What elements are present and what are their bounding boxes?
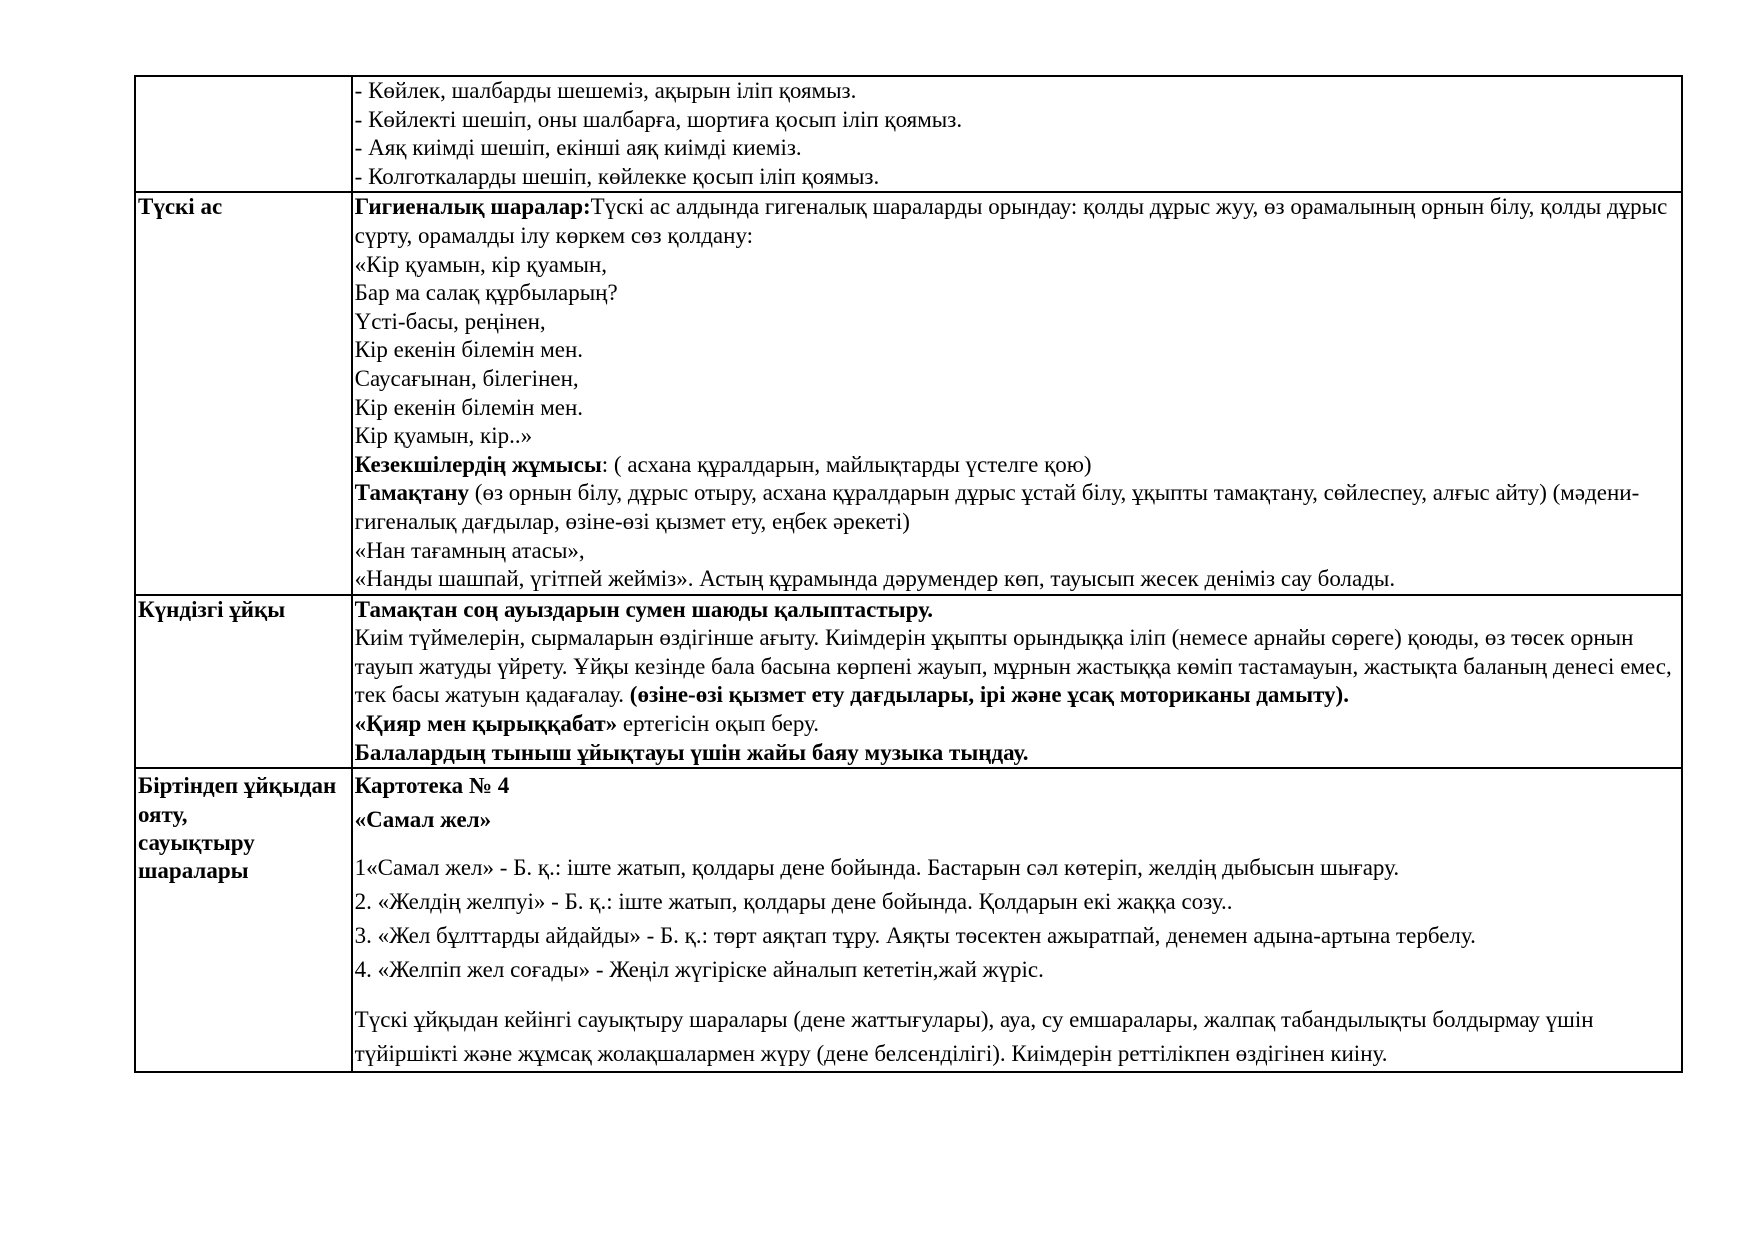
row-label-wakeup <box>135 768 352 1072</box>
dressing-line: - Көйлекті шешіп, оны шалбарға, шортиға қосып іліп қоямыз. <box>354 106 963 132</box>
poem-line: Саусағынан, білегінен, <box>354 365 579 391</box>
table-row-lunch <box>135 192 1682 594</box>
row-content-wakeup <box>352 768 1682 1072</box>
tale-paragraph <box>355 710 1677 739</box>
row-label-lunch: Түскі ас <box>135 192 352 594</box>
table-row-dressing <box>135 76 1682 192</box>
exercise-line: 1«Самал жел» - Б. қ.: іште жатып, қолдары дене бойында. Бастарын сәл көтеріп, желдің дыбысын шығару. <box>354 855 1400 881</box>
nap-bold-note: (өзіне-өзі қызмет ету дағдылары, ірі және ұсақ моториканы дамыту). <box>629 682 1349 708</box>
poem-line: Кір екенін білемін мен. <box>354 394 584 420</box>
exercise-line: 4. «Желпіп жел соғады» - Жеңіл жүгіріске айналып кететін,жай жүріс. <box>354 957 1044 983</box>
card-title: Картотека № 4 <box>354 773 510 799</box>
tale-title: «Қияр мен қырыққабат» <box>354 711 618 737</box>
row-content-lunch <box>352 192 1682 594</box>
nap-text: Киім түймелерін, сырмаларын өздігінше ағыту. Киімдерін ұқыпты орындыққа іліп (немесе арнайы сөреге) қоюды, өз төсек орнын тауып жатуды үйрету. Ұйқы кезінде бала басына көрпені жауып, мұрнын жастыққа көміп тастамауын, жастықта баланың денесі емес, тек басы жатуын қадағалау. <box>354 625 1672 708</box>
music-line: Балалардың тыныш ұйықтауы үшін жайы баяу музыка тыңдау. <box>354 739 1029 765</box>
exercise-line: 2. «Желдің желпуі» - Б. қ.: іште жатып, қолдары дене бойында. Қолдарын екі жаққа созу.. <box>354 889 1233 915</box>
row-label-dressing <box>135 76 352 192</box>
wakeup-label-line: Біртіндеп ұйқыдан <box>138 773 337 799</box>
closing-paragraph: Түскі ұйқыдан кейінгі сауықтыру шаралары (дене жаттығулары), ауа, су емшаралары, жалпақ табандылықты болдырмау үшін түйіршікті және жұмсақ жолақшалармен жүру (дене белсенділігі). Киімдерін реттілікпен өздігінен киіну. <box>354 1007 1594 1067</box>
dressing-line: - Көйлек, шалбарды шешеміз, ақырын іліп қоямыз. <box>354 78 857 103</box>
poem-line: Кір екенін білемін мен. <box>354 337 584 363</box>
eating-paragraph <box>355 479 1677 536</box>
duty-paragraph <box>355 451 1677 480</box>
poem-line: «Кір қуамын, кір қуамын, <box>354 251 608 277</box>
table-row-nap <box>135 595 1682 769</box>
duty-text: : ( асхана құралдарын, майлықтарды үстелге қою) <box>601 451 1092 477</box>
wakeup-label-line: шаралары <box>138 858 249 884</box>
row-content-dressing <box>352 76 1682 192</box>
bread-line: «Нанды шашпай, үгітпей жейміз». Астың құрамында дәрумендер көп, тауысып жесек деніміз сау болады. <box>354 566 1396 592</box>
hygiene-title: Гигиеналық шаралар: <box>354 194 591 220</box>
table-row-wakeup <box>135 768 1682 1072</box>
dressing-line: - Аяқ киімді шешіп, екінші аяқ киімді киеміз. <box>354 135 802 161</box>
bread-line: «Нан тағамның атасы», <box>354 537 585 563</box>
poem-line: Бар ма салақ құрбыларың? <box>354 280 618 306</box>
hygiene-paragraph <box>355 193 1677 250</box>
nap-paragraph <box>355 624 1677 710</box>
hygiene-text: Түскі ас алдында гигеналық шараларды орындау: қолды дұрыс жуу, өз орамалының орнын білу, қолды дұрыс сүрту, орамалды ілу көркем сөз қолдану: <box>354 194 1668 248</box>
duty-title: Кезекшілердің жұмысы <box>354 451 602 477</box>
row-label-nap: Күндізгі ұйқы <box>135 595 352 769</box>
card-subtitle: «Самал жел» <box>354 807 492 833</box>
eating-text: (өз орнын білу, дұрыс отыру, асхана құралдарын дұрыс ұстай білу, ұқыпты тамақтану, сөйлеспеу, алғыс айту) (мәдени-гигеналық дағдылар, өзіне-өзі қызмет ету, еңбек әрекеті) <box>354 480 1640 534</box>
row-content-nap <box>352 595 1682 769</box>
schedule-table <box>134 75 1683 1073</box>
poem-line: Кір қуамын, кір..» <box>354 423 533 449</box>
nap-bold-line: Тамақтан соң ауыздарын сумен шаюды қалыптастыру. <box>354 596 934 622</box>
poem-line: Үсті-басы, реңінен, <box>354 308 546 334</box>
eating-title: Тамақтану <box>354 480 470 506</box>
dressing-line: - Колготкаларды шешіп, көйлекке қосып іліп қоямыз. <box>354 163 880 189</box>
tale-text: ертегісін оқып беру. <box>617 711 819 737</box>
exercise-line: 3. «Жел бұлттарды айдайды» - Б. қ.: төрт аяқтап тұру. Аяқты төсектен ажыратпай, денемен адына-артына тербелу. <box>354 923 1476 949</box>
wakeup-label-line: ояту, <box>138 802 188 828</box>
wakeup-label-line: сауықтыру <box>138 830 255 856</box>
